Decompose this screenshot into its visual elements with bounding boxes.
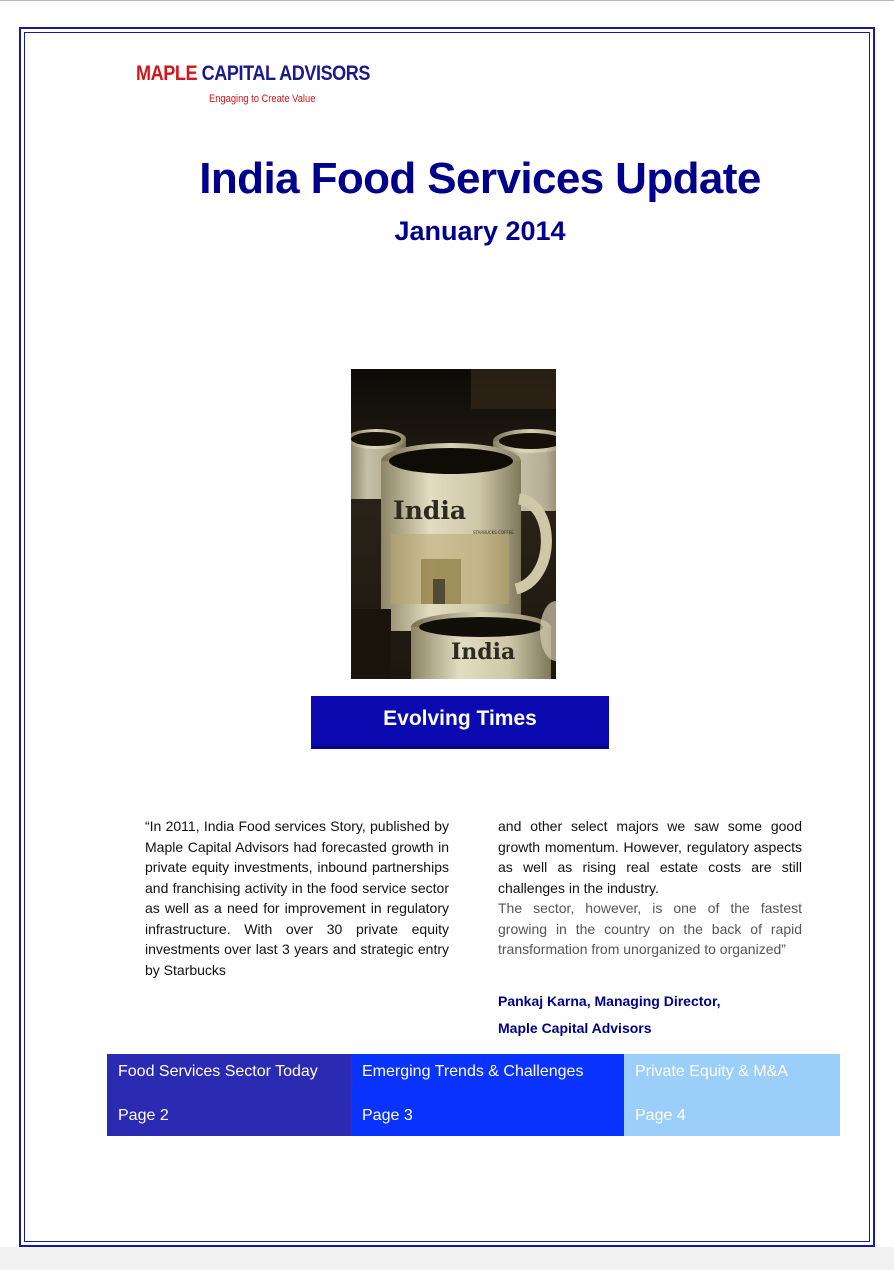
nav-item-food-services-sector[interactable] bbox=[107, 1054, 351, 1136]
nav-item-title: Private Equity & M&A bbox=[635, 1063, 788, 1080]
logo-wordmark-blue: CAPITAL ADVISORS bbox=[197, 62, 371, 85]
section-banner: Evolving Times bbox=[311, 696, 609, 749]
company-logo bbox=[136, 61, 408, 105]
nav-item-private-equity[interactable] bbox=[624, 1054, 840, 1136]
quote-text-right-2: The sector, however, is one of the fastest growing in the country on the back of rapid transformation from unorganized to organized” bbox=[498, 900, 802, 957]
quote-column-right bbox=[498, 816, 802, 960]
nav-item-title: Emerging Trends & Challenges bbox=[362, 1063, 584, 1080]
mug-text-india-lower: India bbox=[451, 639, 516, 665]
nav-item-page: Page 4 bbox=[635, 1107, 686, 1124]
nav-item-title: Food Services Sector Today bbox=[118, 1063, 318, 1080]
quote-text-left: “In 2011, India Food services Story, published by Maple Capital Advisors had forecasted growth in private equity investments, inbound partnerships and franchising activity in the food service sector as well as a need for improvement in regulatory infrastructure. With over 30 private equity investments over last 3 years and strategic entry by Starbucks bbox=[145, 818, 449, 978]
nav-item-page: Page 3 bbox=[362, 1107, 413, 1124]
logo-tagline: Engaging to Create Value bbox=[209, 93, 316, 105]
cover-photo bbox=[351, 369, 556, 679]
mug-photo-illustration bbox=[351, 369, 556, 679]
page-title: India Food Services Update bbox=[199, 154, 761, 203]
author-name: Pankaj Karna, Managing Director, bbox=[498, 993, 721, 1009]
author-organization: Maple Capital Advisors bbox=[498, 1020, 652, 1036]
mug-text-india: India bbox=[393, 496, 467, 525]
logo-wordmark-red: MAPLE bbox=[136, 62, 198, 85]
quote-column-left bbox=[145, 816, 449, 980]
contents-nav bbox=[107, 1054, 840, 1136]
mug-brand-text: STARBUCKS COFFEE bbox=[473, 530, 514, 535]
logo-wordmark bbox=[136, 61, 370, 87]
nav-item-page: Page 2 bbox=[118, 1107, 169, 1124]
issue-date: January 2014 bbox=[394, 216, 566, 246]
quote-text-right-1: and other select majors we saw some good growth momentum. However, regulatory aspects as well as rising real estate costs are still challenges in the industry. bbox=[498, 818, 802, 896]
nav-item-emerging-trends[interactable] bbox=[351, 1054, 624, 1136]
